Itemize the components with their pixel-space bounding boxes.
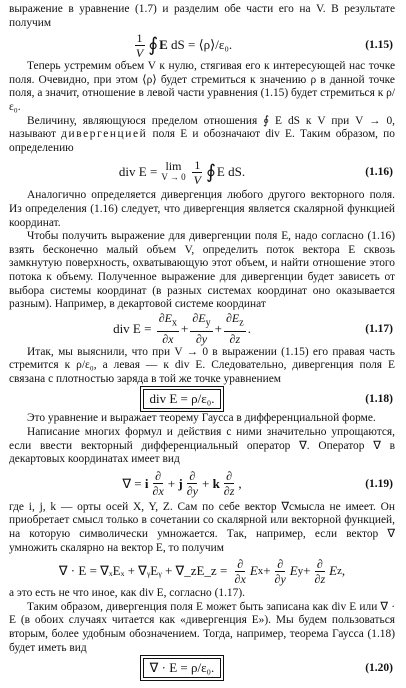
term-divergence: дивергенцией (61, 128, 148, 141)
contour-integral-icon: ∮ (206, 161, 216, 183)
equation-number: (1.19) (365, 477, 393, 490)
paragraph: Величину, являющуюся пределом отношения ∮ E dS к V при V → 0, называют дивергенцией поля E и обозначают div E. Таким образом, по определению (9, 114, 395, 154)
paragraph: где i, j, k — орты осей X, Y, Z. Сам по себе вектор ∇смысла не имеет. Он приобретает смысл только в сочетании со скалярной или векторной функцией, на которую символически умножается. Так, например, если вектор ∇ умножить скалярно на вектор E, то получим (9, 500, 395, 554)
equation-1-20 (9, 655, 395, 681)
paragraph: Итак, мы выяснили, что при V → 0 в выражении (1.15) его правая часть стремится к ρ/ε₀, а левая — к div E. Следовательно, дивергенция поля E связана с плотностью заряда в той же точке уравнением (9, 345, 395, 385)
equation-rhs: = ⟨ρ⟩/ε₀. (188, 37, 233, 53)
equation-number: (1.18) (365, 393, 393, 406)
equation-1-19: ∇ = i $\frac{\partial}{\partial x}$ + j $\frac{\partial}{\partial y}$ + k $\frac{\partial}{\partial z}$ , (1.19) (122, 469, 393, 499)
paragraph: Это уравнение и выражает теорему Гаусса в дифференциальной форме. (27, 412, 376, 425)
equation-1-17: div E = $\frac{\partial E_x}{\partial x}$ + $\frac{\partial E_y}{\partial y}$ + $\frac{\partial E_z}{\partial z}$ . (1.17) (113, 311, 393, 346)
paragraph: выражение в уравнение (1.7) и разделим обе части его на V. В результате получим (9, 3, 395, 29)
paragraph: а это есть не что иное, как div E, согласно (1.17). (9, 587, 245, 600)
equation-number: (1.20) (365, 662, 393, 675)
contour-integral-icon: ∮ (148, 34, 159, 56)
equation-1-15: $\frac{1}{V}$ ∮ E dS = ⟨ρ⟩/ε₀. (1.15) (135, 30, 393, 60)
equation-lhs: div E = (118, 164, 158, 180)
paragraph: Таким образом, дивергенция поля E может быть записана как div E или ∇ · E (в обоих случаях читается как «дивергенция E»). Мы будем пользоваться вторым, более удобным обозначением. Тогда, например, теорема Гаусса (1.18) будет иметь вид (9, 600, 395, 654)
equation-number: (1.17) (365, 322, 393, 335)
paragraph: Аналогично определяется дивергенция любого другого векторного поля. Из определения (1.16) следует, что дивергенция является скалярной функцией координат. (9, 189, 395, 229)
page (9, 3, 395, 681)
boxed-equation: div E = ρ/ε₀. (143, 389, 222, 409)
paragraph: Теперь устремим объем V к нулю, стягивая его к интересующей нас точке поля. Очевидно, при этом ⟨ρ⟩ будет стремиться к значению ρ в данной точке поля, а значит, отношение в левой части уравнения (1.15) будет стремиться к ρ/ε₀. (9, 60, 395, 113)
paragraph: Чтобы получить выражение для дивергенции поля E, надо согласно (1.16) взять бесконечно малый объем V, определить поток вектора E сквозь замкнутую поверхность, охватывающую этот объем, и найти отношение этого потока к объему. Полученное выражение для дивергенции будет зависеть от выбора системы координат (в разных системах координат оно оказывается разным). Например, в декартовой системе координат (9, 230, 395, 311)
equation-number: (1.16) (365, 166, 393, 179)
equation-number: (1.15) (365, 39, 393, 52)
boxed-equation: ∇ · E = ρ/ε₀. (143, 658, 222, 678)
equation-nabla-dot: ∇ · E = ∇ₓEₓ + ∇ᵧEᵧ + ∇_zE_z = $\frac{\partial}{\partial x}$ E x + $\frac{\partial}{\partial y}$ E y + $\frac{\partial}{\partial z}$ E z , (58, 556, 346, 586)
paragraph: Написание многих формул и действия с ними значительно упрощаются, если ввести векторный дифференциальный оператор ∇. Оператор ∇ в декартовых координатах имеет вид (9, 426, 395, 466)
equation-1-18 (9, 386, 395, 412)
equation-1-16: div E = lim V → 0 $\frac{1}{V}$ ∮ E dS. (1.16) (118, 157, 393, 187)
